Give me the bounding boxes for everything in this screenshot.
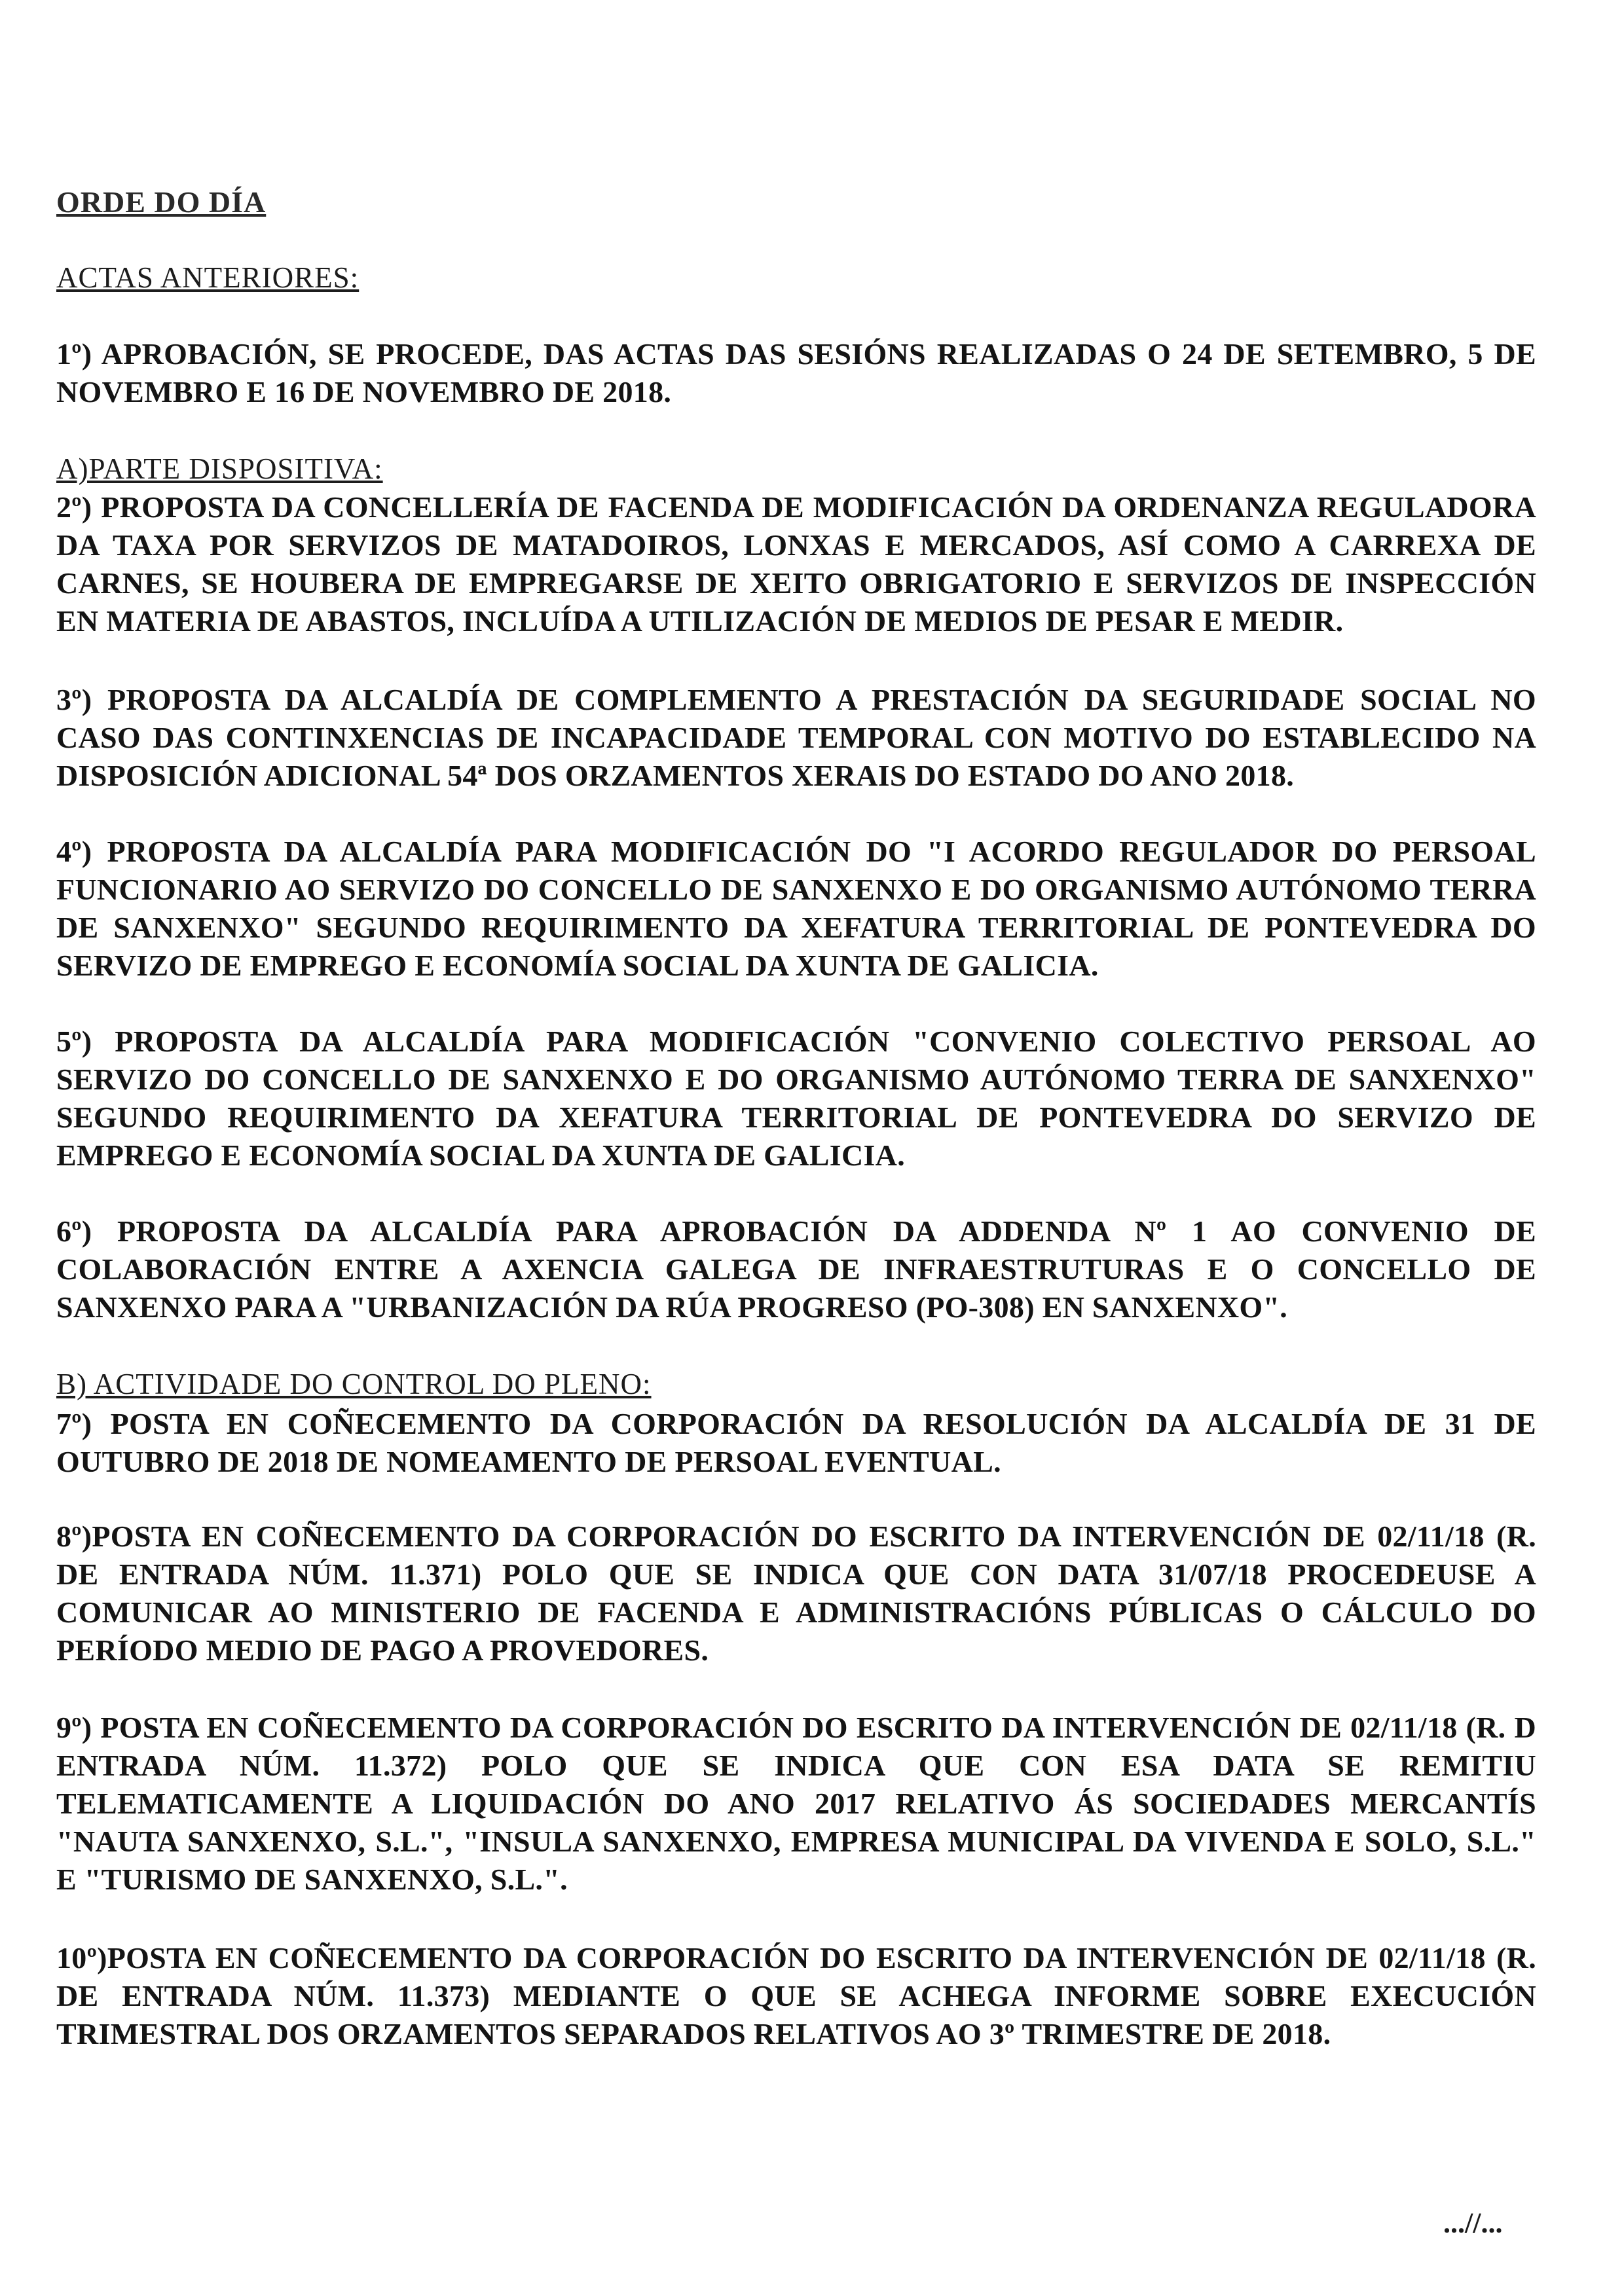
agenda-item-4: 4º) PROPOSTA DA ALCALDÍA PARA MODIFICACIÓN DO "I ACORDO REGULADOR DO PERSOAL FUNCIONARIO AO SERVIZO DO CONCELLO DE SANXENXO E DO ORGANISMO AUTÓNOMO TERRA DE SANXENXO" SEGUNDO REQUIRIMENTO DA XEFATURA TERRITORIAL DE PONTEVEDRA DO SERVIZO DE EMPREGO E ECONOMÍA SOCIAL DA XUNTA DE GALICIA. — [56, 835, 1536, 982]
page-continuation-mark: ...//... — [1443, 2207, 1503, 2239]
agenda-item-9: 9º) POSTA EN COÑECEMENTO DA CORPORACIÓN DO ESCRITO DA INTERVENCIÓN DE 02/11/18 (R. D ENTRADA NÚM. 11.372) POLO QUE SE INDICA QUE CON ESA DATA SE REMITIU TELEMATICAMENTE A LIQUIDACIÓN DO ANO 2017 RELATIVO ÁS SOCIEDADES MERCANTÍS "NAUTA SANXENXO, S.L.", "INSULA SANXENXO, EMPRESA MUNICIPAL DA VIVENDA E SOLO, S.L." E "TURISMO DE SANXENXO, S.L.". — [56, 1711, 1536, 1896]
agenda-item-7: 7º) POSTA EN COÑECEMENTO DA CORPORACIÓN DA RESOLUCIÓN DA ALCALDÍA DE 31 DE OUTUBRO DE 2018 DE NOMEAMENTO DE PERSOAL EVENTUAL. — [56, 1407, 1536, 1478]
agenda-item-5: 5º) PROPOSTA DA ALCALDÍA PARA MODIFICACIÓN "CONVENIO COLECTIVO PERSOAL AO SERVIZO DO CONCELLO DE SANXENXO E DO ORGANISMO AUTÓNOMO TERRA DE SANXENXO" SEGUNDO REQUIRIMENTO DA XEFATURA TERRITORIAL DE PONTEVEDRA DO SERVIZO DE EMPREGO E ECONOMÍA SOCIAL DA XUNTA DE GALICIA. — [56, 1025, 1536, 1172]
document-title: ORDE DO DÍA — [56, 185, 267, 219]
section-heading-actas-anteriores: ACTAS ANTERIORES: — [56, 261, 360, 294]
agenda-item-3: 3º) PROPOSTA DA ALCALDÍA DE COMPLEMENTO A PRESTACIÓN DA SEGURIDADE SOCIAL NO CASO DAS CONTINXENCIAS DE INCAPACIDADE TEMPORAL CON MOTIVO DO ESTABLECIDO NA DISPOSICIÓN ADICIONAL 54ª DOS ORZAMENTOS XERAIS DO ESTADO DO ANO 2018. — [56, 683, 1536, 792]
agenda-item-10: 10º)POSTA EN COÑECEMENTO DA CORPORACIÓN DO ESCRITO DA INTERVENCIÓN DE 02/11/18 (R. DE ENTRADA NÚM. 11.373) MEDIANTE O QUE SE ACHEGA INFORME SOBRE EXECUCIÓN TRIMESTRAL DOS ORZAMENTOS SEPARADOS RELATIVOS AO 3º TRIMESTRE DE 2018. — [56, 1941, 1536, 2050]
agenda-item-2: 2º) PROPOSTA DA CONCELLERÍA DE FACENDA DE MODIFICACIÓN DA ORDENANZA REGULADORA DA TAXA POR SERVIZOS DE MATADOIROS, LONXAS E MERCADOS, ASÍ COMO A CARREXA DE CARNES, SE HOUBERA DE EMPREGARSE DE XEITO OBRIGATORIO E SERVIZOS DE INSPECCIÓN EN MATERIA DE ABASTOS, INCLUÍDA A UTILIZACIÓN DE MEDIOS DE PESAR E MEDIR. — [56, 490, 1536, 638]
agenda-item-6: 6º) PROPOSTA DA ALCALDÍA PARA APROBACIÓN DA ADDENDA Nº 1 AO CONVENIO DE COLABORACIÓN ENTRE A AXENCIA GALEGA DE INFRAESTRUTURAS E O CONCELLO DE SANXENXO PARA A "URBANIZACIÓN DA RÚA PROGRESO (PO-308) EN SANXENXO". — [56, 1214, 1536, 1324]
section-heading-actividade-control: B) ACTIVIDADE DO CONTROL DO PLENO: — [56, 1368, 652, 1400]
agenda-item-1: 1º) APROBACIÓN, SE PROCEDE, DAS ACTAS DAS SESIÓNS REALIZADAS O 24 DE SETEMBRO, 5 DE NOVEMBRO E 16 DE NOVEMBRO DE 2018. — [56, 337, 1536, 409]
section-heading-parte-dispositiva: A)PARTE DISPOSITIVA: — [56, 452, 383, 485]
agenda-item-8: 8º)POSTA EN COÑECEMENTO DA CORPORACIÓN DO ESCRITO DA INTERVENCIÓN DE 02/11/18 (R. DE ENTRADA NÚM. 11.371) POLO QUE SE INDICA QUE CON DATA 31/07/18 PROCEDEUSE A COMUNICAR AO MINISTERIO DE FACENDA E ADMINISTRACIÓNS PÚBLICAS O CÁLCULO DO PERÍODO MEDIO DE PAGO A PROVEDORES. — [56, 1520, 1536, 1667]
